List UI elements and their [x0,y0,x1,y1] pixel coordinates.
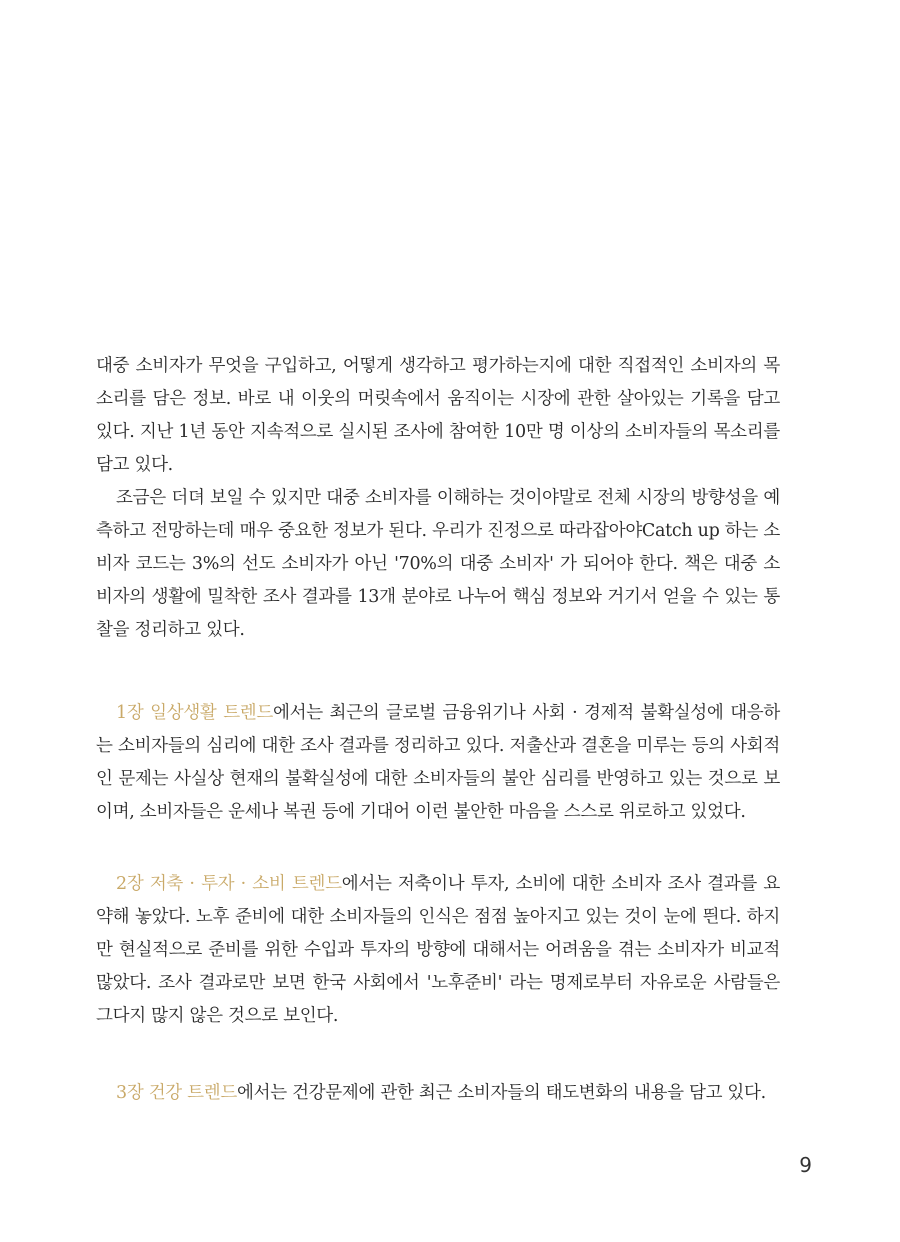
chapter-paragraph [96,868,780,1033]
chapter-body: 에서는 건강문제에 관한 최근 소비자들의 태도변화의 내용을 담고 있다. [237,1083,766,1103]
intro-paragraph-2: 조금은 더뎌 보일 수 있지만 대중 소비자를 이해하는 것이야말로 전체 시장의 방향성을 예측하고 전망하는데 매우 중요한 정보가 된다. 우리가 진정으로 따라잡아야Catch up 하는 소비자 코드는 3%의 선도 소비자가 아닌 '70%의 대중 소비자' 가 되어야 한다. 책은 대중 소비자의 생활에 밀착한 조사 결과를 13개 분야로 나누어 핵심 정보와 거기서 얻을 수 있는 통찰을 정리하고 있다. [96,488,780,640]
page-number: 9 [799,1153,812,1177]
chapter-title: 3장 건강 트렌드 [116,1083,237,1103]
chapter-title: 1장 일상생활 트렌드 [116,703,274,723]
chapter-body: 에서는 저축이나 투자, 소비에 대한 소비자 조사 결과를 요약해 놓았다. 노후 준비에 대한 소비자들의 인식은 점점 높아지고 있는 것이 눈에 띈다. 하지만 현실적으로 준비를 위한 수입과 투자의 방향에 대해서는 어려움을 겪는 소비자가 비교적 많았다. 조사 결과로만 보면 한국 사회에서 '노후준비' 라는 명제로부터 자유로운 사람들은 그다지 많지 않은 것으로 보인다. [96,874,780,1026]
chapter-body: 에서는 최근의 글로벌 금융위기나 사회 · 경제적 불확실성에 대응하는 소비자들의 심리에 대한 조사 결과를 정리하고 있다. 저출산과 결혼을 미루는 등의 사회적인 문제는 사실상 현재의 불확실성에 대한 소비자들의 불안 심리를 반영하고 있는 것으로 보이며, 소비자들은 운세나 복권 등에 기대어 이런 불안한 마음을 스스로 위로하고 있었다. [96,703,781,822]
chapter-summary-3 [96,1077,780,1110]
chapter-summary-1 [96,697,780,829]
intro-paragraph-1: 대중 소비자가 무엇을 구입하고, 어떻게 생각하고 평가하는지에 대한 직접적인 소비자의 목소리를 담은 정보. 바로 내 이웃의 머릿속에서 움직이는 시장에 관한 살아있는 기록을 담고 있다. 지난 1년 동안 지속적으로 실시된 조사에 참여한 10만 명 이상의 소비자들의 목소리를 담고 있다. [96,356,780,475]
chapter-title: 2장 저축 · 투자 · 소비 트렌드 [116,874,342,894]
chapter-summary-2 [96,868,780,1033]
intro-section [96,350,780,647]
chapter-paragraph [96,697,780,829]
chapter-paragraph [96,1077,780,1110]
